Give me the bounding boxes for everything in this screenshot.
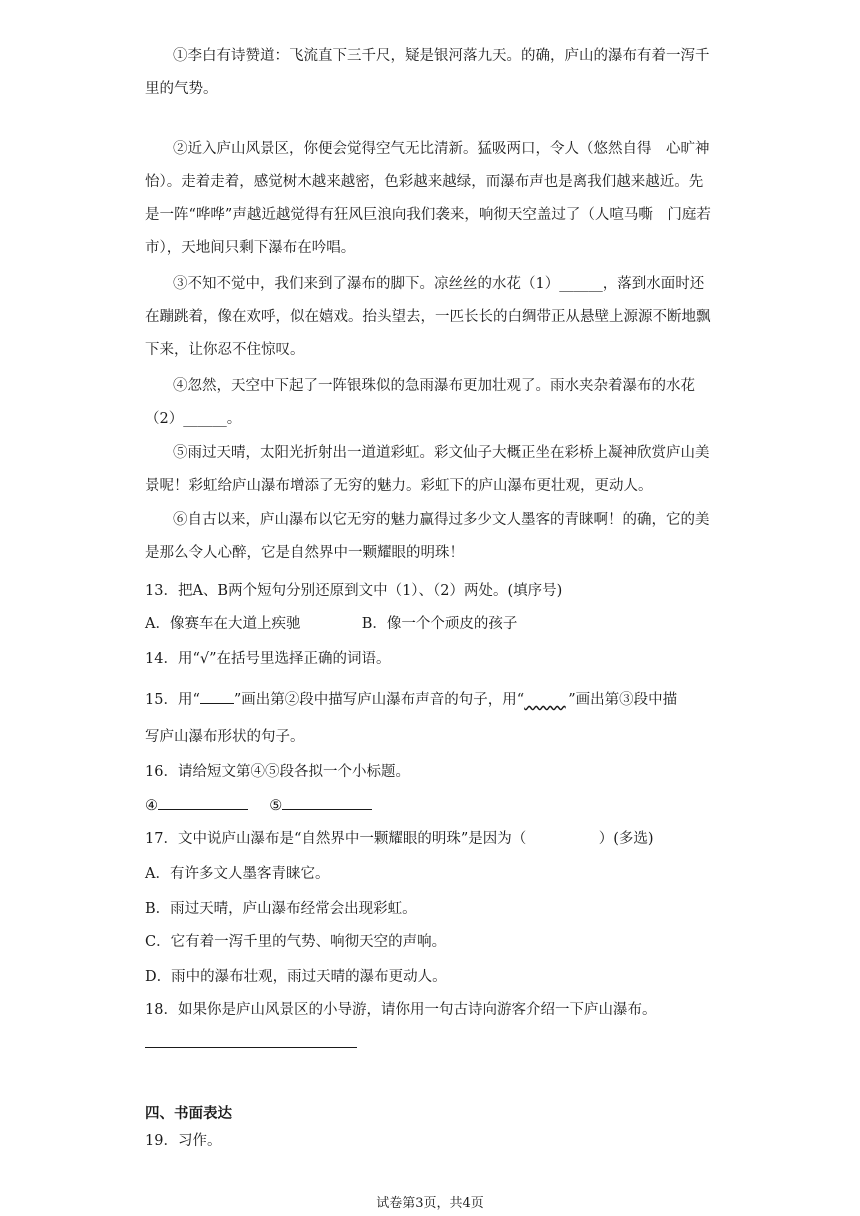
blank-label: ⑤ bbox=[269, 798, 283, 814]
question-16-blanks bbox=[145, 796, 372, 816]
question-17-option-b: B．雨过天晴，庐山瀑布经常会出现彩虹。 bbox=[145, 901, 417, 917]
straight-underline-sample bbox=[200, 703, 234, 704]
question-17-option-c: C．它有着一泻千里的气势、响彻天空的声响。 bbox=[145, 934, 447, 950]
question-13-options bbox=[145, 614, 517, 634]
question-17-option-d: D．雨中的瀑布壮观，雨过天晴的瀑布更动人。 bbox=[145, 969, 447, 985]
question-18: 18．如果你是庐山风景区的小导游，请你用一句古诗向游客介绍一下庐山瀑布。 bbox=[145, 1002, 657, 1018]
answer-blank[interactable] bbox=[158, 809, 248, 810]
q15-text: ”画出第②段中描写庐山瀑布声音的句子，用“ bbox=[233, 692, 525, 708]
passage-paragraph-1 bbox=[145, 40, 717, 106]
q15-text: ”画出第③段中描 bbox=[568, 692, 678, 708]
section-4-heading: 四、书面表达 bbox=[145, 1105, 232, 1122]
question-15-line2: 写庐山瀑布形状的句子。 bbox=[145, 729, 305, 745]
answer-blank[interactable] bbox=[282, 809, 372, 810]
answer-line[interactable] bbox=[145, 1047, 357, 1048]
paragraph-text: ④忽然，天空中下起了一阵银珠似的急雨瀑布更加壮观了。雨水夹杂着瀑布的水花（2）______。 bbox=[145, 378, 695, 427]
passage-paragraph-4 bbox=[145, 370, 717, 436]
paragraph-text: ②近入庐山风景区，你便会觉得空气无比清新。猛吸两口，令人（悠然自得 心旷神怡）。走着走着，感觉树木越来越密，色彩越来越绿，而瀑布声也是离我们越来越近。先是一阵“哗哗”声越近越觉得有狂风巨浪向我们袭来，响彻天空盖过了（人喧马嘶 门庭若市），天地间只剩下瀑布在吟唱。 bbox=[145, 141, 711, 256]
paragraph-text: ①李白有诗赞道：飞流直下三千尺，疑是银河落九天。的确，庐山的瀑布有着一泻千里的气势。 bbox=[145, 48, 710, 97]
q15-text: 15．用“ bbox=[145, 692, 200, 708]
question-17: 17．文中说庐山瀑布是“自然界中一颗耀眼的明珠”是因为（ ）(多选) bbox=[145, 831, 654, 847]
passage-paragraph-2 bbox=[145, 133, 717, 265]
question-13: 13．把A、B两个短句分别还原到文中（1）、（2）两处。(填序号) bbox=[145, 583, 563, 599]
option-b: B．像一个个顽皮的孩子 bbox=[361, 616, 518, 632]
paragraph-text: ③不知不觉中，我们来到了瀑布的脚下。凉丝丝的水花（1）______，落到水面时还在蹦跳着，像在欢呼，似在嬉戏。抬头望去，一匹长长的白绸带正从悬壁上源源不断地飘下来，让你忍不住惊叹。 bbox=[145, 276, 711, 358]
paragraph-text: ⑥自古以来，庐山瀑布以它无穷的魅力赢得过多少文人墨客的青睐啊！的确，它的美是那么令人心醉，它是自然界中一颗耀眼的明珠！ bbox=[145, 512, 710, 561]
passage-paragraph-6 bbox=[145, 504, 717, 570]
passage-paragraph-3 bbox=[145, 268, 717, 367]
passage-paragraph-5 bbox=[145, 437, 717, 503]
question-17-option-a: A．有许多文人墨客青睐它。 bbox=[145, 866, 330, 882]
question-15 bbox=[145, 690, 677, 710]
wavy-underline-sample bbox=[524, 690, 568, 710]
question-19: 19．习作。 bbox=[145, 1133, 222, 1149]
blank-label: ④ bbox=[145, 798, 158, 814]
question-16: 16．请给短文第④⑤段各拟一个小标题。 bbox=[145, 764, 410, 780]
paragraph-text: ⑤雨过天晴，太阳光折射出一道道彩虹。彩文仙子大概正坐在彩桥上凝神欣赏庐山美景呢！彩虹给庐山瀑布增添了无穷的魅力。彩虹下的庐山瀑布更壮观，更动人。 bbox=[145, 445, 710, 494]
page-footer: 试卷第3页，共4页 bbox=[376, 1196, 484, 1211]
question-14: 14．用“√”在括号里选择正确的词语。 bbox=[145, 651, 391, 667]
option-a: A．像赛车在大道上疾驰 bbox=[145, 616, 301, 632]
